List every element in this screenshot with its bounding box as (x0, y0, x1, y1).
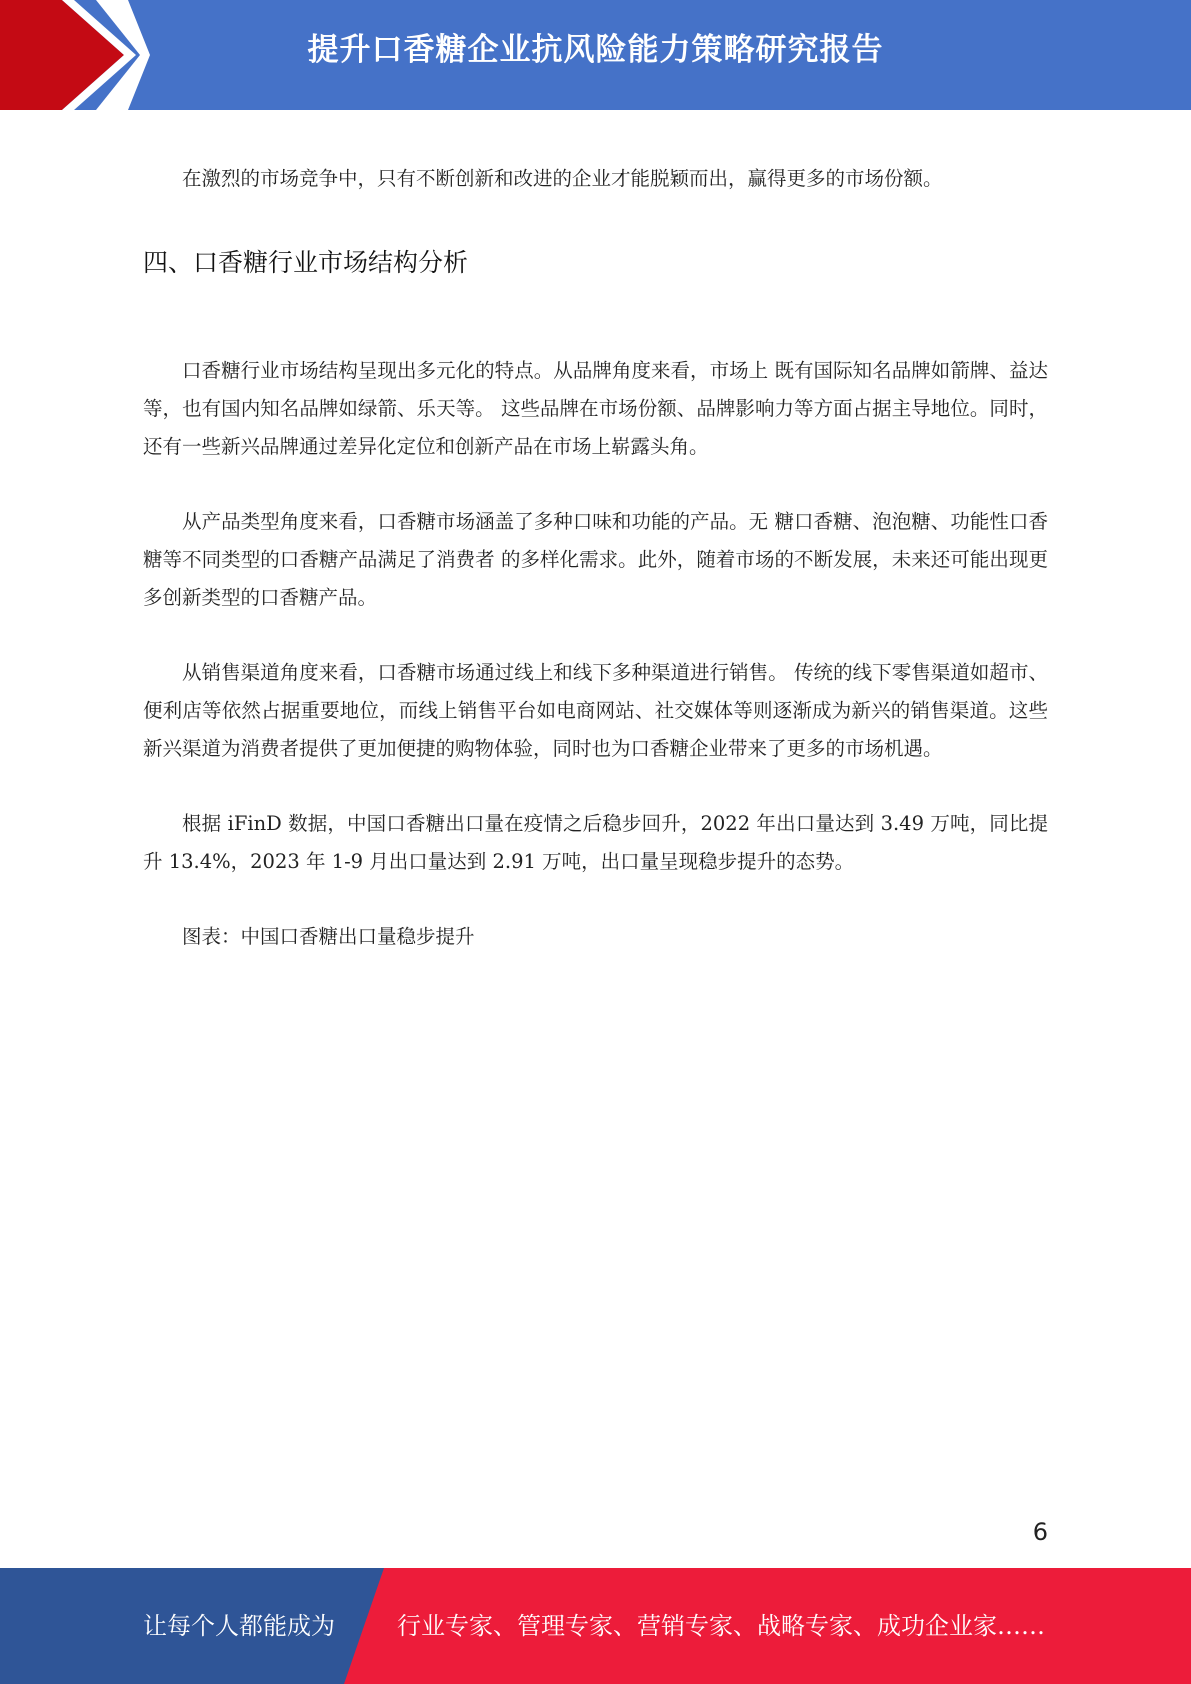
header-arrow-decoration (0, 0, 160, 110)
paragraph-product: 从产品类型角度来看，口香糖市场涵盖了多种口味和功能的产品。无 糖口香糖、泡泡糖、功能性口香糖等不同类型的口香糖产品满足了消费者 的多样化需求。此外，随着市场的不断发展，未来还可能出现更多创新类型的口香糖产品。 (143, 510, 1048, 609)
paragraph-brand: 口香糖行业市场结构呈现出多元化的特点。从品牌角度来看，市场上 既有国际知名品牌如箭牌、益达等，也有国内知名品牌如绿箭、乐天等。 这些品牌在市场份额、品牌影响力等方面占据主导地位。同时，还有一些新兴品牌通过差异化定位和创新产品在市场上崭露头角。 (143, 359, 1048, 458)
page-number: 6 (1032, 1518, 1048, 1546)
report-title: 提升口香糖企业抗风险能力策略研究报告 (307, 32, 884, 68)
figure-caption: 图表：中国口香糖出口量稳步提升 (182, 925, 475, 948)
header-banner (0, 0, 1191, 110)
footer-slogan-right: 行业专家、管理专家、营销专家、战略专家、成功企业家…… (397, 1612, 1045, 1640)
paragraph-export-data: 根据 iFinD 数据，中国口香糖出口量在疫情之后稳步回升，2022 年出口量达到 3.49 万吨，同比提升 13.4%，2023 年 1-9 月出口量达到 2.91 万吨，出口量呈现稳步提升的态势。 (143, 812, 1048, 873)
paragraph-channel: 从销售渠道角度来看，口香糖市场通过线上和线下多种渠道进行销售。 传统的线下零售渠道如超市、便利店等依然占据重要地位，而线上销售平台如电商网站、社交媒体等则逐渐成为新兴的销售渠道。这些新兴渠道为消费者提供了更加便捷的购物体验，同时也为口香糖企业带来了更多的市场机遇。 (143, 661, 1048, 760)
section-heading: 四、口香糖行业市场结构分析 (143, 248, 469, 277)
intro-paragraph: 在激烈的市场竞争中，只有不断创新和改进的企业才能脱颖而出，赢得更多的市场份额。 (182, 167, 943, 190)
footer-banner (0, 1568, 1191, 1684)
document-body (143, 160, 1048, 956)
footer-slogan-left: 让每个人都能成为 (143, 1612, 335, 1640)
